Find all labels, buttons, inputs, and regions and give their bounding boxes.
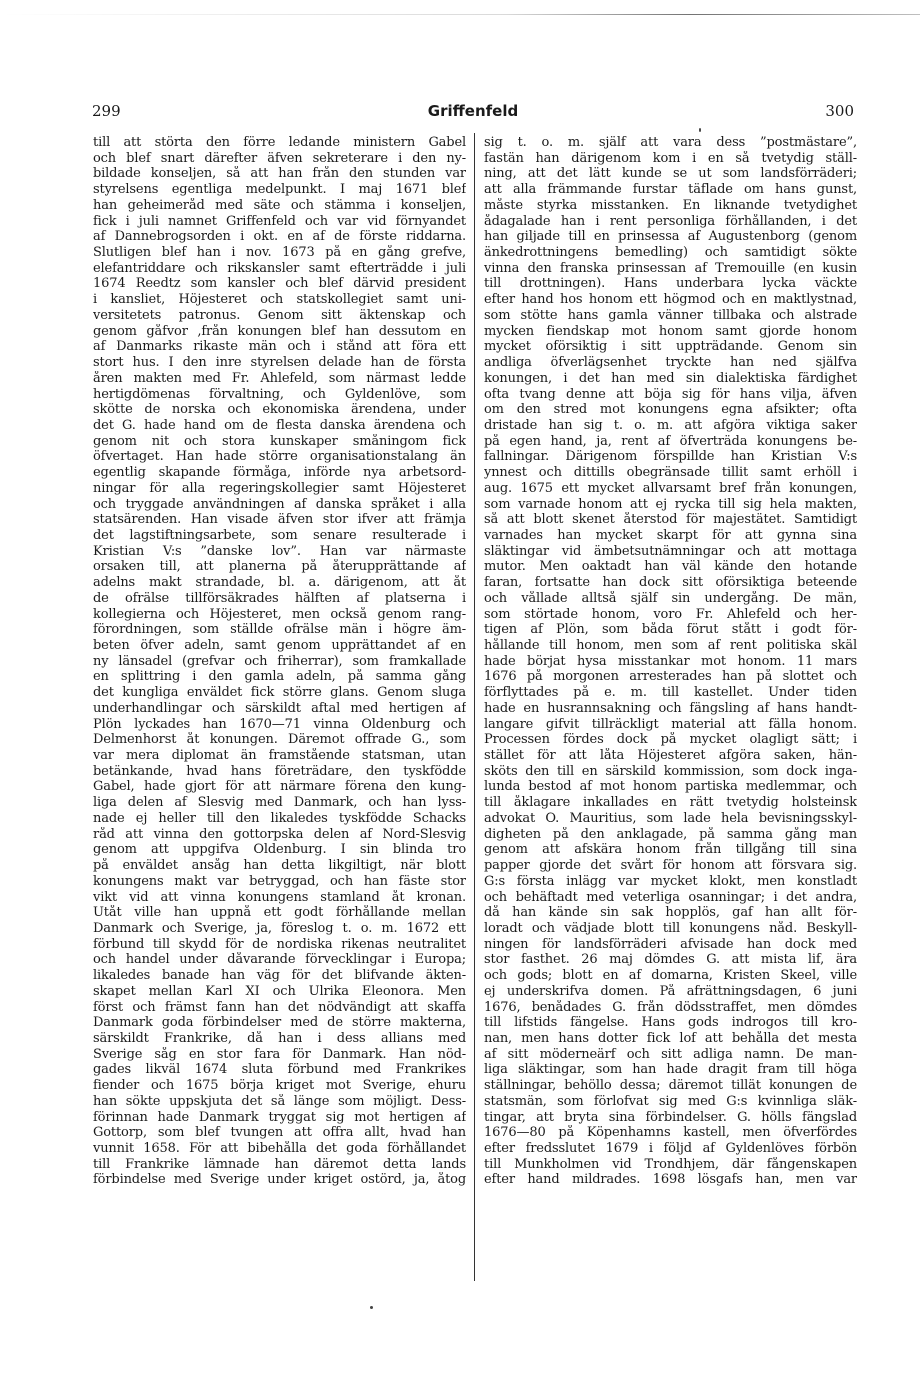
text-line: statsmän, som förlofvat sig med G:s kvinnliga släk- — [484, 1093, 857, 1109]
text-line: sig t. o. m. själf att vara dess ”postmästare”, — [484, 135, 857, 150]
text-line: loradt och vädjade blott till konungens nåd. Beskyll- — [484, 920, 857, 936]
text-line: öfvertaget. Han hade större organisationstalang än — [93, 449, 466, 465]
text-line: Danmark goda förbindelser med de större makterna, — [93, 1015, 466, 1031]
text-line: likaledes banade han väg för det blifvande äkten- — [93, 968, 466, 984]
text-line: kollegierna och Höjesteret, men också genom rang- — [93, 606, 466, 622]
text-line: han giljade till en prinsessa af Augustenborg (genom — [484, 229, 857, 245]
text-line: till lifstids fängelse. Hans gods indrogos till kro- — [484, 1015, 857, 1031]
text-line: ställningar, behöllo dessa; däremot tillät konungen de — [484, 1078, 857, 1094]
text-line: aug. 1675 ett mycket allvarsamt bref från konungen, — [484, 480, 857, 496]
text-line: genom att afskära honom från tillgång till sina — [484, 842, 857, 858]
text-line: beten öfver adeln, samt genom upprättandet af en — [93, 638, 466, 653]
text-line: fastän han därigenom kom i en så tvetydig ställ- — [484, 150, 857, 166]
text-line: ningen för landsförräderi afvisade han dock med — [484, 936, 857, 952]
text-line: 1674 Reedtz som kansler och blef därvid president — [93, 276, 466, 292]
text-line: dristade han sig t. o. m. att afgöra viktiga saker — [484, 417, 857, 433]
text-line: fick i juli namnet Griffenfeld och var vid förnyandet — [93, 213, 466, 229]
text-line: liga delen af Slesvig med Danmark, och han lyss- — [93, 795, 466, 811]
text-line: ej underskrifva domen. På afrättningsdagen, 6 juni — [484, 983, 857, 999]
text-line: fallningar. Därigenom förspillde han Kristian V:s — [484, 449, 857, 465]
text-line: till Frankrike lämnade han däremot detta lands — [93, 1156, 466, 1172]
text-line: styrelsens egentliga medelpunkt. I maj 1671 blef — [93, 182, 466, 198]
text-line: åren makten med Fr. Ahlefeld, som närmast ledde — [93, 370, 466, 386]
text-line: sköts den till en särskild kommission, som dock inga- — [484, 763, 857, 779]
text-line: förinnan hade Danmark tryggat sig mot hertigen af — [93, 1109, 466, 1125]
text-line: Utåt ville han uppnå ett godt förhållande mellan — [93, 905, 466, 921]
text-line: 1676 på morgonen arresterades han på slottet och — [484, 669, 857, 685]
text-line: mutor. Men oaktadt han väl kände den hotande — [484, 559, 857, 575]
text-line: om den stred mot konungens egna afsikter; ofta — [484, 402, 857, 418]
text-line: till att störta den förre ledande ministern Gabel — [93, 135, 466, 150]
left-page-number: 299 — [92, 102, 121, 120]
text-line: tigen af Plön, som båda förut stått i godt för- — [484, 622, 857, 638]
text-line: genom nit och stora kunskaper småningom fick — [93, 433, 466, 449]
right-column — [484, 135, 857, 1188]
text-line: adelns makt strandade, bl. a. därigenom, att åt — [93, 575, 466, 591]
text-line: 1676—80 på Köpenhamns kastell, men öfverfördes — [484, 1125, 857, 1141]
text-line: skötte de norska och ekonomiska ärendena, under — [93, 402, 466, 418]
text-line: och blef snart därefter äfven sekreterare i den ny- — [93, 150, 466, 166]
text-line: efter fredsslutet 1679 i följd af Gyldenlöves förbön — [484, 1141, 857, 1156]
text-line: först och främst fann han det nödvändigt att skaffa — [93, 999, 466, 1015]
text-line: förbindelse med Sverige under kriget ostörd, ja, åtog — [93, 1172, 466, 1188]
text-line: som störtade honom, voro Fr. Ahlefeld och her- — [484, 606, 857, 622]
text-line: Sverige såg en stor fara för Danmark. Han nöd- — [93, 1046, 466, 1062]
text-line: efter hand mildrades. 1698 lösgafs han, men var — [484, 1172, 857, 1188]
page-title: Griffenfeld — [427, 102, 519, 120]
text-line: langare gifvit tillräckligt material att fälla honom. — [484, 716, 857, 732]
text-line: orsaken till, att planerna på återupprättande af — [93, 559, 466, 575]
text-line: mycket oförsiktig i sitt uppträdande. Genom sin — [484, 339, 857, 355]
text-line: G:s första inlägg var mycket klokt, men konstladt — [484, 873, 857, 889]
text-line: en splittring i den gamla adeln, på samma gång — [93, 669, 466, 685]
text-line: Kristian V:s ”danske lov”. Han var närmaste — [93, 543, 466, 559]
text-line: konungens makt var betryggad, och han fäste stor — [93, 873, 466, 889]
text-line: liga släktingar, som han hade dragit fram till höga — [484, 1062, 857, 1078]
text-line: af sitt möderneärf och sitt adliga namn. De man- — [484, 1046, 857, 1062]
text-line: det lagstiftningsarbete, som senare resulterade i — [93, 527, 466, 543]
text-line: papper gjorde det svårt för honom att försvara sig. — [484, 858, 857, 874]
text-line: det kungliga enväldet fick större glans. Genom sluga — [93, 685, 466, 701]
text-line: släktingar vid ämbetsutnämningar och att mottaga — [484, 543, 857, 559]
text-line: elefantriddare och rikskansler samt efterträdde i juli — [93, 260, 466, 276]
text-line: versitetets patronus. Genom sitt äktenskap och — [93, 307, 466, 323]
text-line: skapet mellan Karl XI och Ulrika Eleonora. Men — [93, 983, 466, 999]
text-line: 1676, benådades G. från dödsstraffet, men dömdes — [484, 999, 857, 1015]
text-line: som varnade honom att ej rycka till sig hela makten, — [484, 496, 857, 512]
text-line: andliga öfverlägsenhet tryckte han ned själfva — [484, 355, 857, 371]
text-line: och gods; blott en af domarna, Kristen Skeel, ville — [484, 968, 857, 984]
text-line: lunda bestod af mot honom partiska medlemmar, och — [484, 779, 857, 795]
text-line: till åklagare inkallades en rätt tvetydig holsteinsk — [484, 795, 857, 811]
text-line: vinna den franska prinsessan af Tremouille (en kusin — [484, 260, 857, 276]
running-head — [92, 102, 854, 124]
text-line: Processen fördes dock på mycket olagligt sätt; i — [484, 732, 857, 748]
text-line: egentlig skapande förmåga, införde nya arbetsord- — [93, 465, 466, 481]
left-column — [93, 135, 466, 1188]
text-line: nade ej heller till den likaledes tyskfödde Schacks — [93, 810, 466, 826]
text-line: genom att uppgifva Oldenburg. I sin blinda tro — [93, 842, 466, 858]
text-line: då han kände sin sak hopplös, gaf han allt för- — [484, 905, 857, 921]
text-line: af Dannebrogsorden i okt. en af de förste riddarna. — [93, 229, 466, 245]
text-line: betänkande, hvad hans företrädare, den tyskfödde — [93, 763, 466, 779]
scan-edge-line — [0, 14, 920, 15]
text-line: Plön lyckades han 1670—71 vinna Oldenburg och — [93, 716, 466, 732]
text-line: så att blott skenet återstod för majestätet. Samtidigt — [484, 512, 857, 528]
text-line: Danmark och Sverige, ja, föreslog t. o. m. 1672 ett — [93, 920, 466, 936]
text-line: förflyttades på e. m. till kastellet. Under tiden — [484, 685, 857, 701]
text-line: de ofrälse tillförsäkrades hälften af platserna i — [93, 590, 466, 606]
text-line: och behäftadt med veterliga osanningar; i det andra, — [484, 889, 857, 905]
text-line: måste styrka misstanken. En liknande tvetydighet — [484, 197, 857, 213]
text-line: stor fasthet. 26 maj dömdes G. att mista lif, ära — [484, 952, 857, 968]
text-line: som stötte hans gamla vänner tillbaka och alstrade — [484, 307, 857, 323]
text-line: ofta tvang denne att böja sig för hans vilja, äfven — [484, 386, 857, 402]
text-line: och handel under dåvarande förvecklingar i Europa; — [93, 952, 466, 968]
text-line: var mera diplomat än framstående statsman, utan — [93, 748, 466, 764]
text-line: underhandlingar och särskildt aftal med hertigen af — [93, 700, 466, 716]
text-line: hade börjat hysa misstankar mot honom. 11 mars — [484, 653, 857, 669]
text-line: statsärenden. Han visade äfven stor ifver att främja — [93, 512, 466, 528]
text-line: att alla främmande furstar täflade om hans gunst, — [484, 182, 857, 198]
text-line: digheten på den anklagade, på samma gång man — [484, 826, 857, 842]
text-line: stort hus. I den inre styrelsen delade han de första — [93, 355, 466, 371]
text-line: det G. hade hand om de flesta danska ärendena och — [93, 417, 466, 433]
text-line: änkedrottningens bemedling) och samtidigt sökte — [484, 245, 857, 261]
text-line: gades likväl 1674 sluta förbund med Frankrikes — [93, 1062, 466, 1078]
text-line: han sökte uppskjuta det så länge som möjligt. Dess- — [93, 1093, 466, 1109]
text-line: faran, fortsatte han dock sitt oförsiktiga beteende — [484, 575, 857, 591]
text-line: af Danmarks rikaste män och i stånd att föra ett — [93, 339, 466, 355]
text-line: konungen, i det han med sin dialektiska färdighet — [484, 370, 857, 386]
text-line: förbund till skydd för de nordiska rikenas neutralitet — [93, 936, 466, 952]
text-line: genom gåfvor ,från konungen blef han dessutom en — [93, 323, 466, 339]
text-line: i kansliet, Höjesteret och statskollegiet samt uni- — [93, 292, 466, 308]
text-line: vunnit 1658. För att bibehålla det goda förhållandet — [93, 1141, 466, 1156]
text-line: Gottorp, som blef tvungen att offra allt, hvad han — [93, 1125, 466, 1141]
text-line: till drottningen). Hans underbara lycka väckte — [484, 276, 857, 292]
print-speck — [699, 128, 701, 132]
text-line: Delmenhorst åt konungen. Däremot offrade G., som — [93, 732, 466, 748]
text-line: stället för att låta Höjesteret afgöra saken, hän- — [484, 748, 857, 764]
text-line: och vållade alltså själf sin undergång. De män, — [484, 590, 857, 606]
text-line: hållande till honom, men som af rent politiska skäl — [484, 638, 857, 653]
text-line: ådagalade han i rent personliga förhållanden, i det — [484, 213, 857, 229]
text-line: ningar för alla regeringskollegier samt Höjesteret — [93, 480, 466, 496]
text-line: och tryggade användningen af danska språket i alla — [93, 496, 466, 512]
text-line: efter hand hos honom ett högmod och en maktlystnad, — [484, 292, 857, 308]
right-page-number: 300 — [825, 102, 854, 120]
text-line: Slutligen blef han i nov. 1673 på en gång grefve, — [93, 245, 466, 261]
text-line: advokat O. Mauritius, som lade hela bevisningsskyl- — [484, 810, 857, 826]
text-line: fiender och 1675 börja kriget mot Sverige, ehuru — [93, 1078, 466, 1094]
text-line: förordningen, som ställde ofrälse män i högre äm- — [93, 622, 466, 638]
column-divider — [474, 133, 475, 1281]
text-line: särskildt Frankrike, då han i dess allians med — [93, 1030, 466, 1046]
print-speck — [370, 1306, 373, 1309]
text-line: varnades han mycket skarpt för att gynna sina — [484, 527, 857, 543]
text-line: han geheimeråd med säte och stämma i konseljen, — [93, 197, 466, 213]
text-line: mycken fiendskap mot honom samt gjorde honom — [484, 323, 857, 339]
text-line: Gabel, hade gjort för att närmare förena den kung- — [93, 779, 466, 795]
text-line: bildade konseljen, så att han från den stunden var — [93, 166, 466, 182]
text-line: på enväldet ansåg han detta likgiltigt, när blott — [93, 858, 466, 874]
text-line: hade en husrannsakning och fängsling af hans handt- — [484, 700, 857, 716]
text-line: tingar, att bryta sina förbindelser. G. hölls fängslad — [484, 1109, 857, 1125]
text-line: ny länsadel (grefvar och friherrar), som framkallade — [93, 653, 466, 669]
text-line: hertigdömenas förvaltning, och Gyldenlöve, som — [93, 386, 466, 402]
text-line: råd att vinna den gottorpska delen af Nord-Slesvig — [93, 826, 466, 842]
text-line: nan, men hans dotter fick lof att behålla det mesta — [484, 1030, 857, 1046]
text-line: till Munkholmen vid Trondhjem, där fångenskapen — [484, 1156, 857, 1172]
text-line: på egen hand, ja, rent af öfverträda konungens be- — [484, 433, 857, 449]
text-line: vikt vid att vinna konungens stamland åt kronan. — [93, 889, 466, 905]
text-line: ynnest och dittills obegränsade tillit samt erhöll i — [484, 465, 857, 481]
text-line: ning, att det lätt kunde se ut som landsförräderi; — [484, 166, 857, 182]
